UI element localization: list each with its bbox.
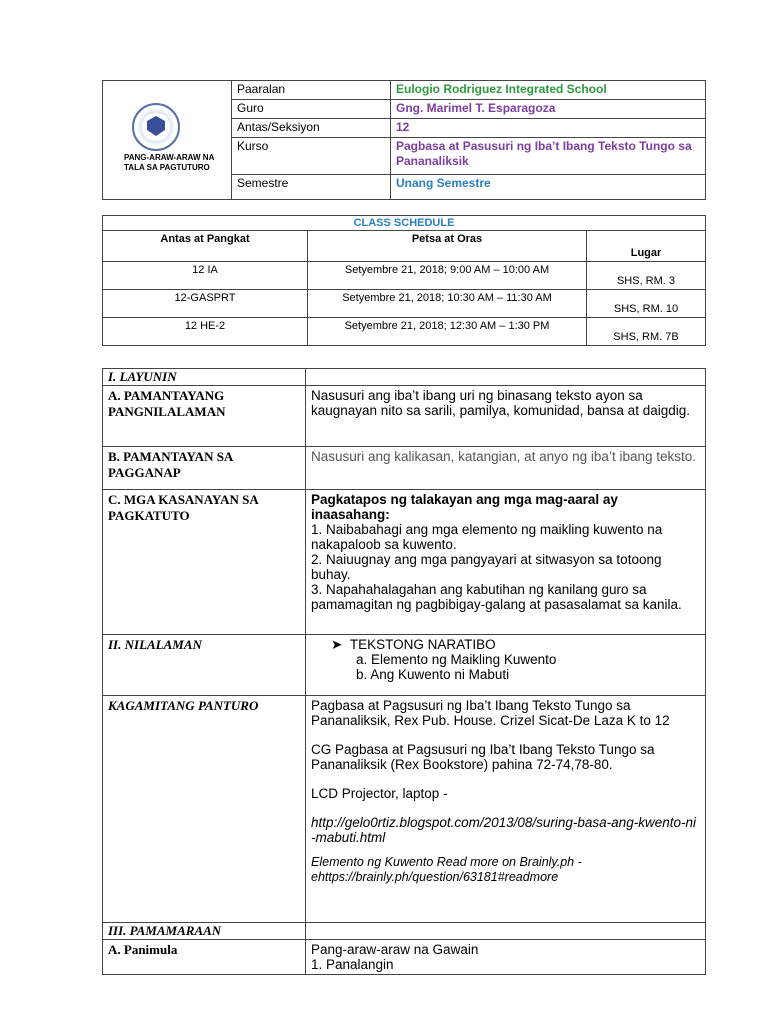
header-label: Kurso xyxy=(232,138,391,175)
header-value-kurso: Pagbasa at Pasusuri ng Iba’t Ibang Teksto Tungo sa Pananaliksik xyxy=(391,138,706,175)
schedule-cell: 12 IA xyxy=(103,262,308,290)
header-value-semestre: Unang Semestre xyxy=(391,175,706,200)
schedule-cell: 12-GASPRT xyxy=(103,290,308,318)
kagamitan-label: KAGAMITANG PANTURO xyxy=(103,696,306,923)
lesson-table xyxy=(102,368,706,975)
header-value-guro: Gng. Marimel T. Esparagoza xyxy=(391,100,706,119)
kagamitan-ref: Pagbasa at Pagsusuri ng Iba’t Ibang Teksto Tungo sa Pananaliksik, Rex Pub. House. Crizel Sicat-De Laza K to 12 xyxy=(311,698,670,728)
nilalaman-bullet: TEKSTONG NARATIBO xyxy=(349,637,496,652)
schedule-cell: SHS, RM. 10 xyxy=(587,290,706,318)
schedule-header: Lugar xyxy=(587,231,706,262)
kagamitan-ref: CG Pagbasa at Pagsusuri ng Iba’t Ibang Teksto Tungo sa Pananaliksik (Rex Bookstore) pahina 72-74,78-80. xyxy=(311,742,655,772)
kagamitan-ref: LCD Projector, laptop - xyxy=(311,786,448,801)
pagganap-text: Nasusuri ang kalikasan, katangian, at anyo ng iba’t ibang teksto. xyxy=(306,447,706,490)
kagamitan-link[interactable]: http://gelo0rtiz.blogspot.com/2013/08/suring-basa-ang-kwento-ni-mabuti.html xyxy=(311,815,696,845)
nilalaman-item: b. Ang Kuwento ni Mabuti xyxy=(356,667,510,682)
header-table xyxy=(102,80,706,200)
kasanayan-label: C. MGA KASANAYAN SA PAGKATUTO xyxy=(103,490,306,635)
pamantayang-text: Nasusuri ang iba’t ibang uri ng binasang teksto ayon sa kaugnayan nito sa sarili, pamilya, komunidad, bansa at daigdig. xyxy=(306,386,706,447)
nilalaman-label: II. NILALAMAN xyxy=(103,635,306,696)
schedule-cell: Setyembre 21, 2018; 9:00 AM – 10:00 AM xyxy=(308,262,587,290)
pamantayang-label: A. PAMANTAYANG PANGNILALAMAN xyxy=(103,386,306,447)
logo-cell xyxy=(103,81,232,200)
schedule-header: Antas at Pangkat xyxy=(103,231,308,262)
header-label: Antas/Seksiyon xyxy=(232,119,391,138)
panimula-label: A. Panimula xyxy=(103,940,306,975)
kasanayan-item: 1. Naibabahagi ang mga elemento ng maikling kuwento na nakapaloob sa kuwento. xyxy=(311,522,663,552)
schedule-table xyxy=(102,215,706,346)
arrow-bullet-icon: ➤ xyxy=(331,637,343,652)
header-value-antas: 12 xyxy=(391,119,706,138)
schedule-header: Petsa at Oras xyxy=(308,231,587,262)
kagamitan-ref: Elemento ng Kuwento Read more on Brainly.ph - ehttps://brainly.ph/question/63181#readmore xyxy=(311,855,582,884)
panimula-text: Pang-araw-araw na Gawain xyxy=(311,942,479,957)
deped-seal-icon xyxy=(132,103,180,151)
header-value-paaralan: Eulogio Rodriguez Integrated School xyxy=(391,81,706,100)
kasanayan-item: 3. Napahahalagahan ang kabutihan ng kanilang guro sa pamamagitan ng pagbibigay-galang at pasasalamat sa kanila. xyxy=(311,582,682,612)
schedule-cell: Setyembre 21, 2018; 10:30 AM – 11:30 AM xyxy=(308,290,587,318)
nilalaman-item: a. Elemento ng Maikling Kuwento xyxy=(356,652,557,667)
schedule-cell: SHS, RM. 3 xyxy=(587,262,706,290)
pagganap-label: B. PAMANTAYAN SA PAGGANAP xyxy=(103,447,306,490)
header-label: Guro xyxy=(232,100,391,119)
schedule-cell: SHS, RM. 7B xyxy=(587,318,706,346)
layunin-heading: I. LAYUNIN xyxy=(103,369,306,386)
kasanayan-intro: Pagkatapos ng talakayan ang mga mag-aaral ay inaasahang: xyxy=(311,492,618,522)
logo-text: PANG-ARAW-ARAW NA TALA SA PAGTUTURO xyxy=(124,153,215,172)
schedule-cell: Setyembre 21, 2018; 12:30 AM – 1:30 PM xyxy=(308,318,587,346)
schedule-cell: 12 HE-2 xyxy=(103,318,308,346)
kasanayan-item: 2. Naiuugnay ang mga pangyayari at sitwasyon sa totoong buhay. xyxy=(311,552,662,582)
pamamaraan-label: III. PAMAMARAAN xyxy=(103,923,306,940)
header-label: Semestre xyxy=(232,175,391,200)
schedule-title: CLASS SCHEDULE xyxy=(103,216,706,231)
header-label: Paaralan xyxy=(232,81,391,100)
panimula-text: 1. Panalangin xyxy=(311,957,394,972)
